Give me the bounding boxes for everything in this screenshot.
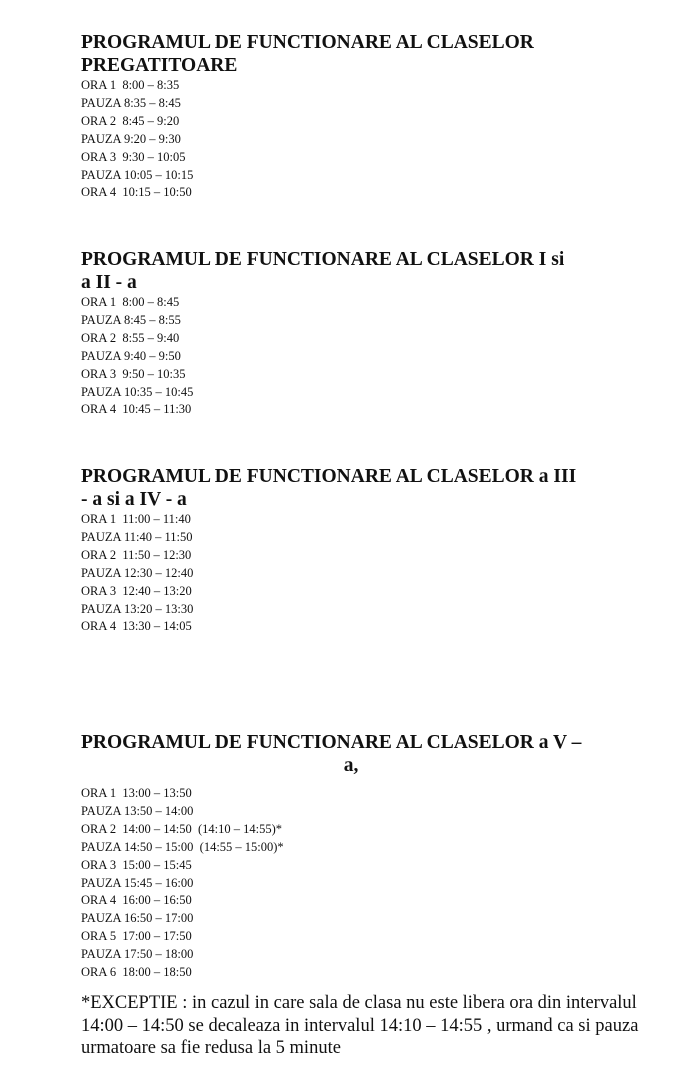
schedule-row: PAUZA 8:35 – 8:45: [81, 95, 181, 110]
section-title: [81, 465, 621, 511]
schedule-row: ORA 3 15:00 – 15:45: [81, 857, 192, 872]
schedule-row: PAUZA 10:35 – 10:45: [81, 384, 194, 399]
schedule-row: ORA 3 12:40 – 13:20: [81, 583, 192, 598]
schedule-row: ORA 2 8:45 – 9:20: [81, 113, 180, 128]
schedule-row: PAUZA 13:50 – 14:00: [81, 803, 194, 818]
section-title-line1: PROGRAMUL DE FUNCTIONARE AL CLASELOR a III: [81, 466, 577, 487]
section-title: [81, 731, 621, 777]
schedule-row: PAUZA 8:45 – 8:55: [81, 312, 181, 327]
schedule-row: ORA 1 11:00 – 11:40: [81, 512, 191, 526]
schedule-row: ORA 1 8:00 – 8:45: [81, 295, 180, 309]
schedule-row: ORA 3 9:50 – 10:35: [81, 366, 186, 381]
schedule-row: PAUZA 15:45 – 16:00: [81, 875, 194, 890]
schedule-row: ORA 4 16:00 – 16:50: [81, 893, 192, 908]
schedule-row: ORA 5 17:00 – 17:50: [81, 929, 192, 944]
schedule-row: ORA 2 8:55 – 9:40: [81, 330, 180, 345]
schedule-row: PAUZA 9:20 – 9:30: [81, 131, 181, 146]
section-title: [81, 248, 621, 294]
schedule-row: ORA 2 14:00 – 14:50 (14:10 – 14:55)*: [81, 821, 283, 836]
schedule-rows: [81, 77, 621, 202]
schedule-row: ORA 4 13:30 – 14:05: [81, 619, 192, 634]
schedule-rows: [81, 511, 621, 636]
schedule-row: ORA 3 9:30 – 10:05: [81, 149, 186, 164]
section-title: [81, 31, 621, 77]
section-title-line1: PROGRAMUL DE FUNCTIONARE AL CLASELOR a V –: [81, 732, 582, 753]
schedule-row: PAUZA 14:50 – 15:00 (14:55 – 15:00)*: [81, 839, 284, 854]
section-title-line2: PREGATITOARE: [81, 55, 238, 76]
schedule-row: PAUZA 17:50 – 18:00: [81, 947, 194, 962]
section-title-line2: - a si a IV - a: [81, 489, 187, 510]
section-title-line2: a II - a: [81, 272, 137, 293]
schedule-section-pregatitoare: [81, 31, 621, 202]
schedule-rows: [81, 294, 621, 419]
schedule-row: ORA 4 10:45 – 11:30: [81, 402, 192, 417]
schedule-row: ORA 2 11:50 – 12:30: [81, 547, 192, 562]
schedule-row: PAUZA 11:40 – 11:50: [81, 529, 193, 544]
schedule-row: PAUZA 16:50 – 17:00: [81, 911, 194, 926]
schedule-row: ORA 1 13:00 – 13:50: [81, 786, 192, 800]
exception-note: *EXCEPTIE : in cazul in care sala de clasa nu este libera ora din intervalul 14:00 – 14:50 se decaleaza in intervalul 14:10 – 14:55 , urmand ca si pauza urmatoare sa fie redusa la 5 minute: [81, 993, 639, 1058]
schedule-row: ORA 4 10:15 – 10:50: [81, 185, 192, 200]
section-title-line2: a,: [343, 755, 359, 776]
schedule-row: PAUZA 13:20 – 13:30: [81, 601, 194, 616]
schedule-row: ORA 6 18:00 – 18:50: [81, 965, 192, 980]
schedule-section-clasele-i-ii: [81, 248, 621, 419]
section-title-line1: PROGRAMUL DE FUNCTIONARE AL CLASELOR: [81, 32, 534, 53]
schedule-row: PAUZA 12:30 – 12:40: [81, 565, 194, 580]
schedule-row: ORA 1 8:00 – 8:35: [81, 78, 180, 92]
schedule-rows: [81, 785, 621, 982]
schedule-row: PAUZA 9:40 – 9:50: [81, 348, 181, 363]
schedule-row: PAUZA 10:05 – 10:15: [81, 167, 194, 182]
schedule-section-clasele-iii-iv: [81, 465, 621, 636]
schedule-section-clasele-v: [81, 731, 621, 982]
section-title-line1: PROGRAMUL DE FUNCTIONARE AL CLASELOR I si: [81, 249, 565, 270]
